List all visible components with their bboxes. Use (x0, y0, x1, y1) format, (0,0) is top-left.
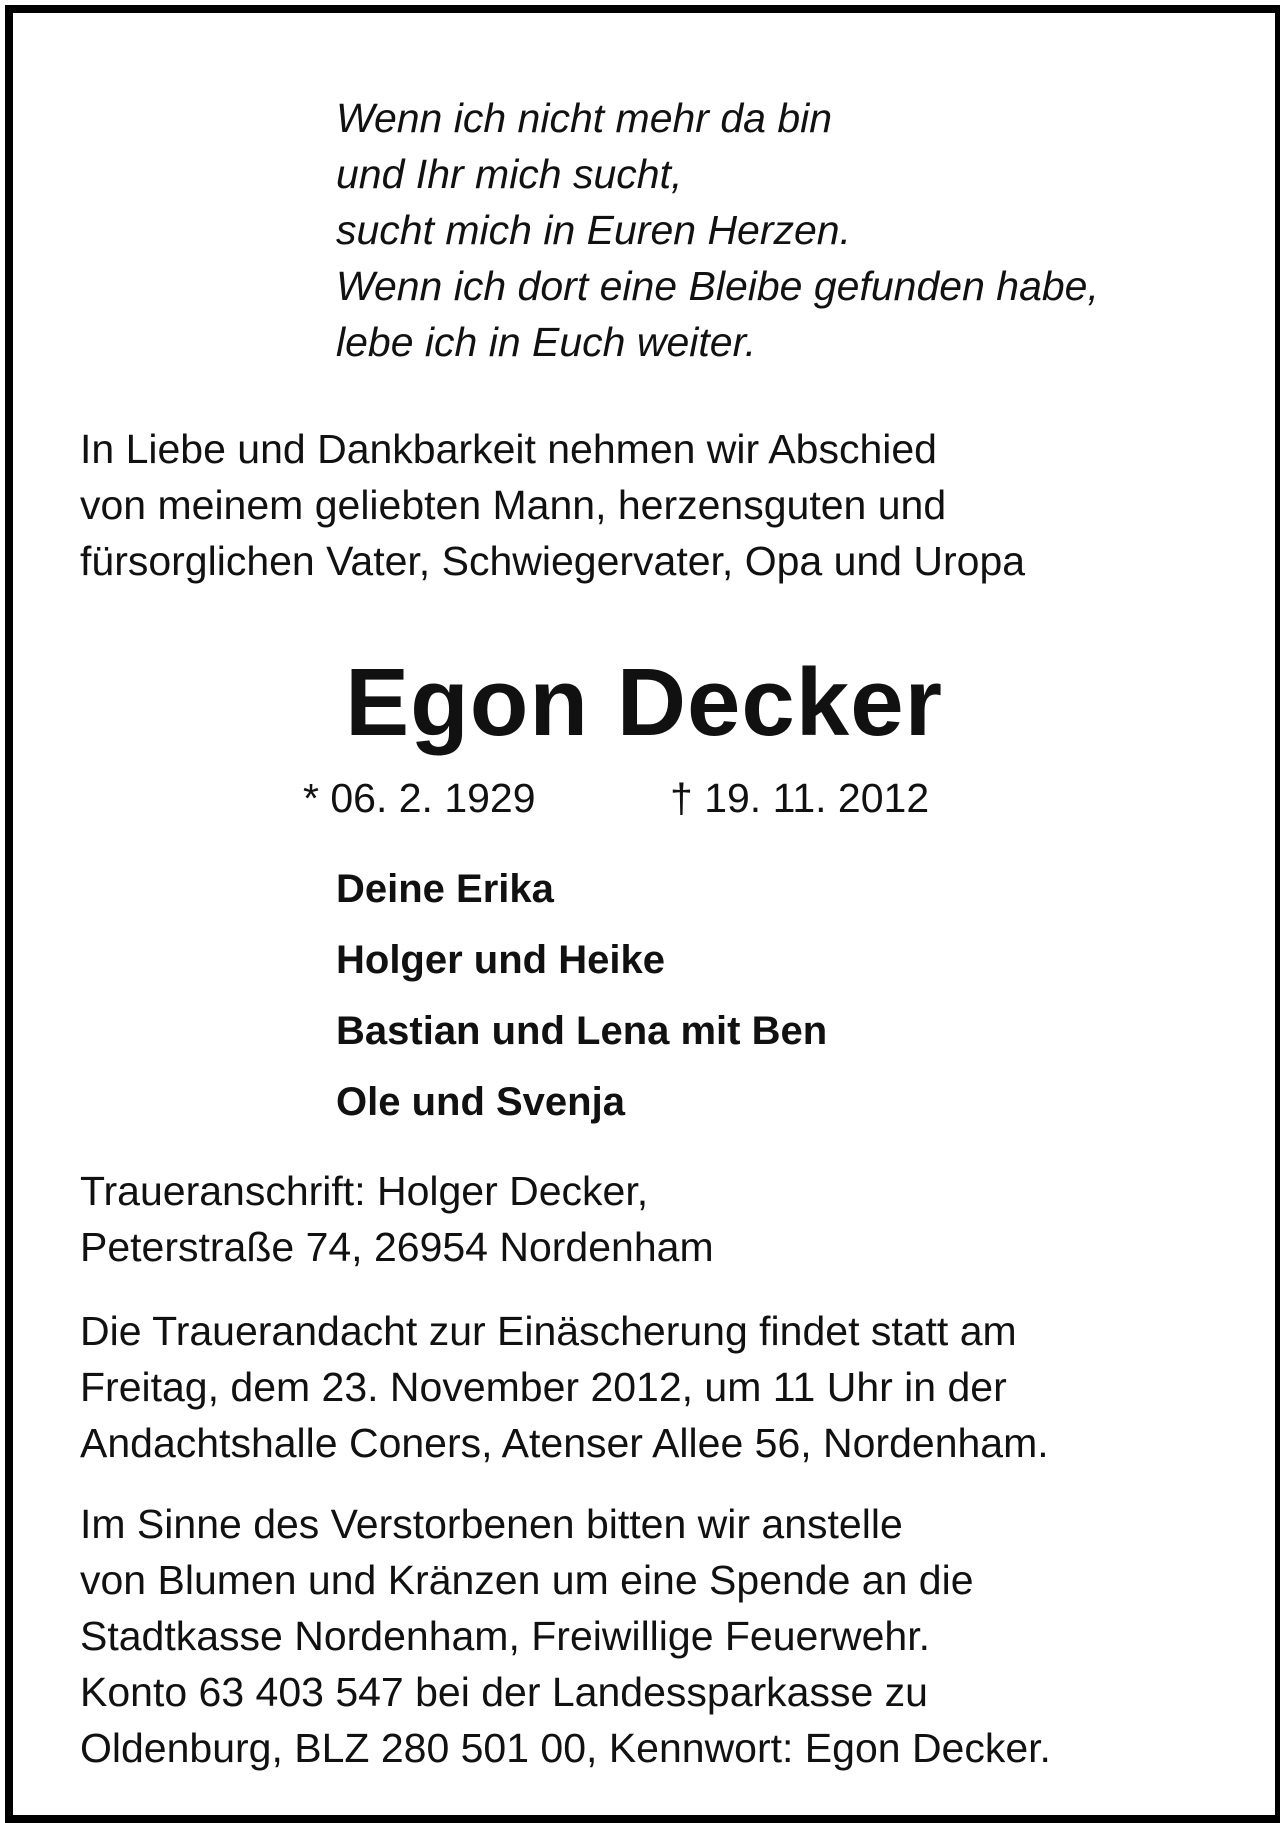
donation-info (80, 1496, 1051, 1776)
address-line: Peterstraße 74, 26954 Nordenham (80, 1224, 714, 1270)
family-member: Holger und Heike (336, 938, 665, 982)
family-member: Deine Erika (336, 867, 554, 911)
donation-line: Stadtkasse Nordenham, Freiwillige Feuerwehr. (80, 1613, 930, 1659)
intro-line: In Liebe und Dankbarkeit nehmen wir Abschied (80, 426, 937, 472)
service-line: Freitag, dem 23. November 2012, um 11 Uhr in der (80, 1364, 1007, 1410)
family-signatures (336, 854, 827, 1138)
poem-line: lebe ich in Euch weiter. (336, 319, 757, 365)
intro-line: fürsorglichen Vater, Schwiegervater, Opa und Uropa (80, 538, 1026, 584)
deceased-name: Egon Decker (345, 649, 943, 756)
donation-line: Konto 63 403 547 bei der Landessparkasse zu (80, 1669, 928, 1715)
service-line: Andachtshalle Coners, Atenser Allee 56, Nordenham. (80, 1420, 1049, 1466)
death-date: † 19. 11. 2012 (670, 775, 930, 821)
poem-line: und Ihr mich sucht, (336, 151, 683, 197)
poem-line: sucht mich in Euren Herzen. (336, 207, 852, 253)
donation-line: Oldenburg, BLZ 280 501 00, Kennwort: Egon Decker. (80, 1725, 1051, 1771)
mourning-address (80, 1163, 714, 1275)
poem-line: Wenn ich nicht mehr da bin (336, 95, 833, 141)
intro-text (80, 421, 1025, 589)
service-line: Die Trauerandacht zur Einäscherung findet statt am (80, 1308, 1017, 1354)
poem-line: Wenn ich dort eine Bleibe gefunden habe, (336, 263, 1099, 309)
service-info (80, 1303, 1049, 1471)
family-member: Ole und Svenja (336, 1080, 625, 1124)
address-line: Traueranschrift: Holger Decker, (80, 1168, 649, 1214)
donation-line: Im Sinne des Verstorbenen bitten wir anstelle (80, 1501, 903, 1547)
family-member: Bastian und Lena mit Ben (336, 1009, 828, 1053)
poem (336, 90, 1099, 370)
intro-line: von meinem geliebten Mann, herzensguten und (80, 482, 947, 528)
donation-line: von Blumen und Kränzen um eine Spende an die (80, 1557, 974, 1603)
birth-date: * 06. 2. 1929 (303, 775, 536, 821)
obituary-frame (5, 5, 1280, 1823)
